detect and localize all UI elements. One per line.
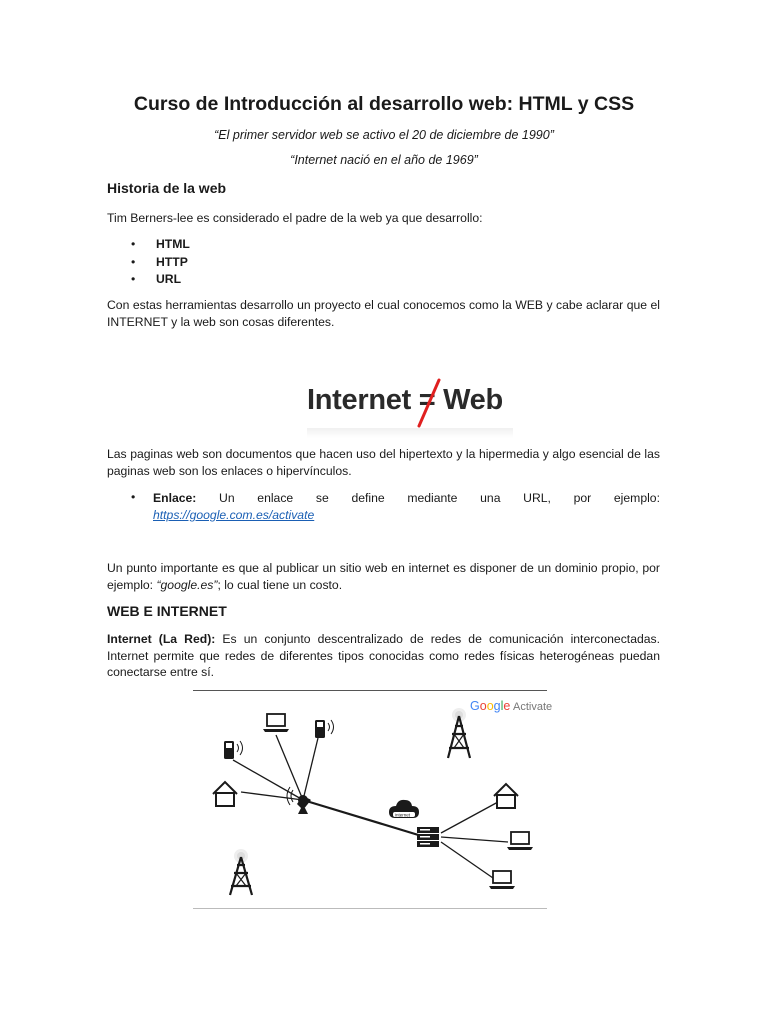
- network-diagram: [193, 690, 553, 908]
- bullet-list-technologies: [107, 236, 190, 289]
- brand-letter: e: [503, 699, 511, 713]
- list-item-label: HTML: [156, 237, 190, 251]
- enlace-body: [153, 490, 660, 524]
- enlace-word: URL,: [523, 491, 551, 505]
- enlace-line: [153, 490, 660, 507]
- enlace-word: una: [480, 491, 501, 505]
- diagram-bottom-rule: [193, 908, 547, 909]
- internet-not-web-banner: [307, 380, 517, 438]
- bullet-dot-icon: •: [131, 490, 136, 504]
- enlace-label: Enlace:: [153, 491, 197, 505]
- enlace-word: define: [351, 491, 385, 505]
- svg-text:Activate: Activate: [513, 701, 553, 713]
- list-item: [107, 271, 190, 289]
- quote-internet: “Internet nació en el año de 1969”: [290, 153, 478, 167]
- internet-label: Internet (La Red):: [107, 632, 216, 646]
- enlace-word: Un: [219, 491, 235, 505]
- server-icon: [417, 827, 439, 847]
- brand-letter: o: [486, 699, 494, 713]
- banner-reflection: [307, 428, 513, 438]
- brand-letter: o: [479, 699, 487, 713]
- dominio-text-end: ; lo cual tiene un costo.: [217, 577, 343, 592]
- enlace-word: mediante: [407, 491, 458, 505]
- paragraph-web-vs-internet: Con estas herramientas desarrollo un proyecto el cual conocemos como la WEB y cabe aclarar que el INTERNET y la web son cosas diferentes.: [107, 298, 660, 329]
- paragraph-internet-la-red: [107, 631, 660, 681]
- banner-sign: =: [418, 384, 436, 416]
- document-title: Curso de Introducción al desarrollo web: HTML y CSS: [133, 93, 635, 115]
- paragraph-paginas-web: Las paginas web son documentos que hacen uso del hipertexto y la hipermedia y algo esencial de las paginas web son los enlaces o hipervínculos.: [107, 447, 660, 478]
- brand-letter: G: [470, 699, 480, 713]
- banner-right: Web: [443, 384, 503, 416]
- list-item: [107, 254, 190, 272]
- brand-letter: l: [500, 699, 504, 713]
- bullet-dot-icon: •: [131, 272, 136, 286]
- banner-text: [307, 384, 503, 417]
- laptop-icon: [263, 714, 289, 732]
- list-item: [107, 236, 190, 254]
- enlace-word: por: [573, 491, 592, 505]
- list-item-label: URL: [156, 272, 182, 286]
- not-equal-sign: [419, 384, 436, 417]
- internet-definition: Es un conjunto descentralizado de redes de comunicación interconectadas. Internet permite que redes de diferentes tipos conocidas como redes físicas heterogéneas puedan conectarse entre sí.: [107, 632, 661, 679]
- heading-historia: Historia de la web: [107, 180, 227, 196]
- svg-text:Google: [470, 699, 510, 713]
- quote-servidor: “El primer servidor web se activo el 20 de diciembre de 1990”: [214, 128, 554, 142]
- dominio-example: “google.es”: [156, 577, 218, 592]
- paragraph-dominio: [107, 560, 660, 593]
- bullet-dot-icon: •: [131, 254, 136, 269]
- bullet-dot-icon: •: [131, 237, 136, 251]
- enlace-word: enlace: [257, 491, 294, 505]
- dominio-text: Un punto importante es que al publicar un sitio web en internet es disponer de un dominio propio, por ejemplo:: [107, 561, 660, 592]
- red-slash-icon: [413, 378, 443, 430]
- laptop-icon: [489, 871, 515, 889]
- laptop-icon: [507, 832, 533, 850]
- paragraph-berners-lee: Tim Berners-lee es considerado el padre de la web ya que desarrollo:: [107, 211, 483, 225]
- enlace-word: ejemplo:: [613, 491, 660, 505]
- banner-left: Internet: [307, 384, 411, 416]
- brand-letter: g: [493, 699, 501, 713]
- svg-text:internet: internet: [395, 812, 411, 818]
- list-item-label: HTTP: [156, 254, 188, 269]
- heading-web-internet: WEB E INTERNET: [107, 603, 227, 619]
- example-link[interactable]: https://google.com.es/activate: [153, 508, 315, 522]
- enlace-word: se: [315, 491, 329, 505]
